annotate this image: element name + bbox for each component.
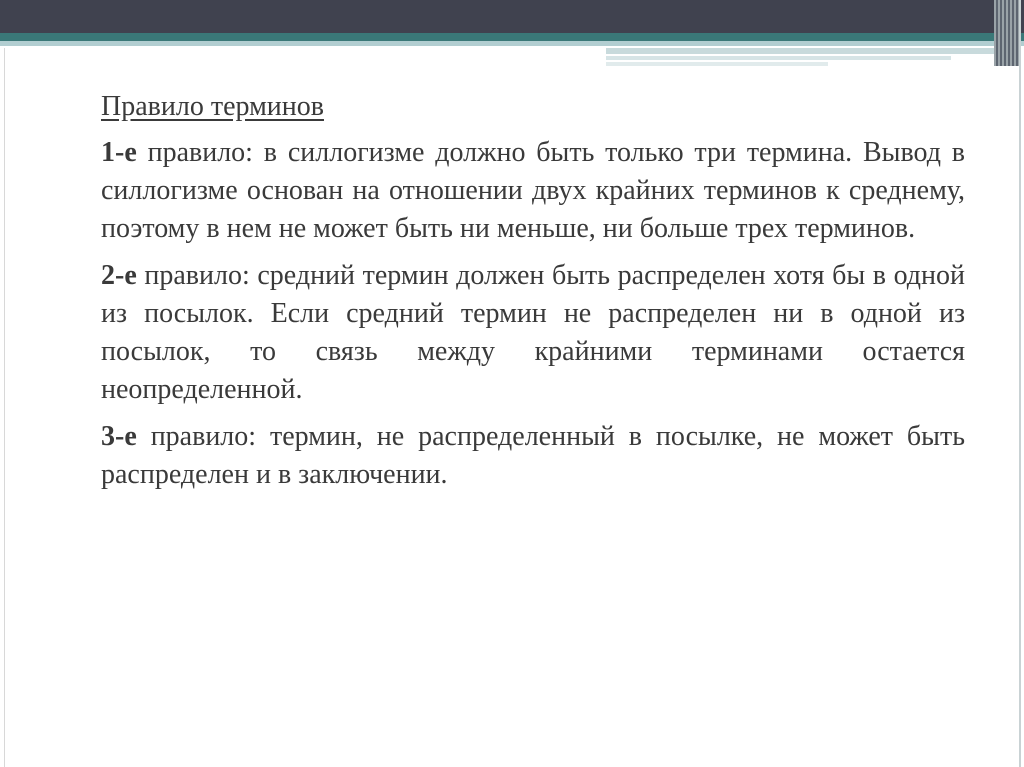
header-band-light [0,41,1024,46]
slide-left-edge [4,48,5,767]
rule-label: 1-е [101,137,137,168]
slide-title: Правило терминов [101,91,324,122]
rule-label: 2-е [101,260,137,291]
header-accent-bar [606,56,951,60]
rule-paragraph [101,257,965,409]
header-stripes-decoration [994,0,1020,66]
header-band-dark [0,0,1024,33]
slide-right-edge [1019,0,1021,767]
rule-paragraph [101,134,965,248]
header-accent-bar [606,62,828,66]
rule-text: правило: термин, не распределенный в посылке, не может быть распределен и в заключении. [101,421,966,490]
rule-paragraph [101,418,965,494]
header-band-teal [0,33,1024,41]
rule-text: правило: в силлогизме должно быть только три термина. Вывод в силлогизме основан на отношении двух крайних терминов к среднему, поэтому в нем не может быть ни меньше, ни больше трех терминов. [101,137,965,244]
rule-text: правило: средний термин должен быть распределен хотя бы в одной из посылок. Если средний термин не распределен ни в одной из посылок, то связь между крайними терминами остается неопределенной. [101,260,966,405]
header-accent-bar [606,48,1014,54]
slide-content [101,88,965,503]
rule-label: 3-е [101,421,137,452]
